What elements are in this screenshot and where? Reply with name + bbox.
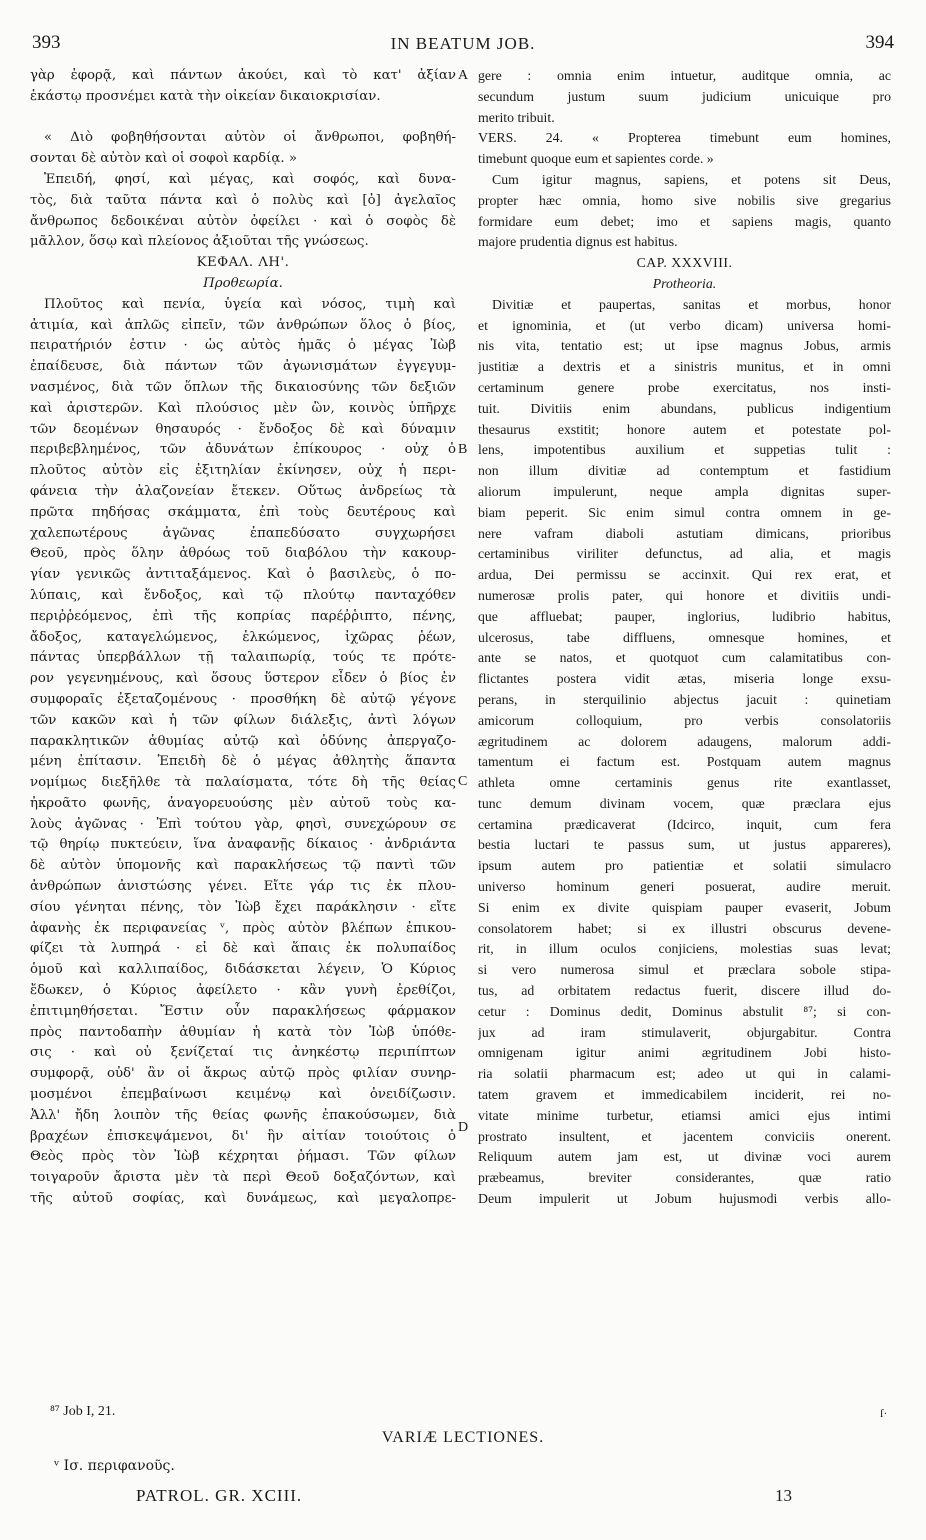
greek-text-line: λοὺς ἀγῶνας · Ἐπὶ τούτου γὰρ, φησὶ, συνεχώρουν σε: [30, 816, 456, 832]
footer-volume: PATROL. GR. XCIII.: [136, 1486, 303, 1505]
latin-text-line: Divitiæ et paupertas, sanitas et morbus, honor: [492, 296, 891, 312]
greek-text-line: πειρατήριόν ἐστιν · ὡς αὐτὸς ἡμᾶς ὁ μέγας Ἰὼβ: [30, 338, 456, 354]
greek-text-line: Ἀλλ' ἤδη λοιπὸν τῆς θείας φωνῆς ἐπακούσωμεν, διὰ: [30, 1107, 456, 1123]
latin-text-line: cetur : Dominus dedit, Dominus abstulit ⁸⁷; si con-: [478, 1003, 891, 1019]
latin-text-line: biam peperit. Sic enim simul contra omnem in ge-: [478, 504, 891, 520]
greek-text-line: τῆς αὐτοῦ σοφίας, καὶ δυνάμεως, καὶ μεγαλοπρε-: [30, 1191, 456, 1207]
latin-text-line: timebunt quoque eum et sapientes corde. »: [478, 151, 714, 167]
greek-text-line: Προθεωρία.: [203, 275, 283, 291]
greek-text-line: φίζει τὰ λυπηρά · εἰ δὲ καὶ ἅπαις ἐκ πολυπαίδος: [30, 941, 456, 957]
latin-text-line: universo hominum generi posuerat, audire meruit.: [478, 879, 891, 895]
latin-text-line: perans, in sterquilinio abjectus jacuit : quinetiam: [478, 691, 891, 707]
greek-text-line: [30, 108, 456, 129]
greek-text-line: ἑκάστῳ προσνέμει κατὰ τὴν οἰκείαν δικαιοκρισίαν.: [30, 88, 381, 104]
greek-text-line: τοιγαροῦν ἄριστα μὲν τὰ περὶ Θεοῦ δοξαζόντων, καὶ: [30, 1170, 456, 1186]
latin-text-line: merito tribuit.: [478, 109, 555, 125]
footer-signature: 13: [775, 1486, 792, 1505]
latin-text-line: secundum justum suum judicium unicuique pro: [478, 88, 891, 104]
greek-text-line: καὶ ἀριστερῶν. Καὶ πλούσιος μὲν ὢν, κοινὸς ὑπῆρχε: [30, 400, 456, 416]
latin-text-line: numerosæ prolis pater, qui honore et divitiis undi-: [478, 587, 891, 603]
latin-text-line: omnigenam igitur animi ægritudinem Jobi histo-: [478, 1045, 891, 1061]
latin-text-line: ria solatii pharmacum est; adeo ut qui in calami-: [478, 1066, 891, 1082]
footnote-reference: ⁸⁷ Job I, 21.: [50, 1404, 116, 1419]
latin-text-line: thesaurus exstitit; honore autem et potestate pol-: [478, 421, 891, 437]
latin-text-line: tus, ad orbitatem redactus fuerit, discere illud do-: [478, 983, 891, 999]
greek-text-line: ρον γεγενημένους, καὶ ὅσους ὕστερον εἶδεν ὁ βίος ἐν: [30, 671, 456, 687]
greek-text-line: ἀφανὴς ἐκ περιφανείας ᵛ, πρὸς αὐτὸν βλέπων ἐπικου-: [30, 920, 456, 936]
greek-text-line: « Διὸ φοβηθήσονται αὐτὸν οἱ ἄνθρωποι, φοβηθή-: [44, 130, 456, 146]
latin-text-line: propter hæc omnia, homo sive nobilis sive gregarius: [478, 192, 891, 208]
latin-text-line: si vero numerosa simul et præclara sobole stipa-: [478, 962, 891, 978]
latin-text-line: tamentum ei factum est. Postquam autem magnus: [478, 754, 891, 770]
latin-text-line: VERS. 24. « Propterea timebunt eum homines,: [478, 130, 891, 146]
greek-text-line: τῶν κακῶν καὶ ἡ τῶν φίλων διάλεξις, ἀντὶ λόγων: [30, 712, 456, 728]
greek-text-line: πλοῦτος αὐτὸν εἰς ἐξιτηλίαν ἐκίνησεν, οὐχ ἡ περι-: [30, 463, 456, 479]
margin-letter-c: C: [458, 774, 468, 789]
latin-text-line: certaminum genere probe exercitatus, nos insti-: [478, 379, 891, 395]
greek-text-line: ἔδωκεν, ὁ Κύριος ἀφείλετο · κἂν γυνὴ ἐρεθίζοι,: [30, 983, 456, 999]
latin-text-line: majore prudentia dignus est habitus.: [478, 234, 678, 250]
latin-text-line: rit, in illum oculos conjiciens, molestias suas levat;: [478, 941, 891, 957]
latin-text-line: consolatorem habet; si ex illustri obscurus devene-: [478, 920, 891, 936]
latin-text-line: non illum divitiæ ad contemptum et fastidium: [478, 463, 891, 479]
greek-text-line: πρὸς παντοδαπὴν ἀθυμίαν ἡ κατὰ τὸν Ἰὼβ ὑπόθε-: [30, 1024, 456, 1040]
latin-text-line: CAP. XXXVIII.: [636, 255, 733, 271]
greek-text-line: ἀτιμία, καὶ ἁπλῶς εἰπεῖν, τῶν ἀνθρώπων ὅλος ὁ βίος,: [30, 317, 456, 333]
page-header: [32, 32, 894, 60]
greek-text-line: ΚΕΦΑΛ. ΛΗ'.: [196, 255, 290, 271]
greek-text-line: πάντας ὑπερβάλλων τῇ ταλαιπωρίᾳ, τούς τε πρότε-: [30, 650, 456, 666]
latin-text-line: nere vafram diaboli astutiam dimicans, prioribus: [478, 525, 891, 541]
latin-text-line: ægritudinem ac dolorem adaugens, malorum addi-: [478, 733, 891, 749]
latin-text-line: lens, impotentibus auxilium et suppetias tulit :: [478, 442, 891, 458]
greek-text-line: ἀνθρώπων ἀνιστώσης γένει. Εἴτε γάρ τις ἐκ πλου-: [30, 879, 456, 895]
page-number-right: 394: [865, 32, 894, 53]
greek-text-line: ἐπιτιμηθήσεται. Ἔστιν οὖν παρακλήσεως φάρμακον: [30, 1003, 456, 1019]
latin-text-line: ante se natos, et quotquot cum calamitatibus con-: [478, 650, 891, 666]
greek-text-line: γὰρ ἐφορᾷ, καὶ πάντων ἀκούει, καὶ τὸ κατ' ἀξίαν: [30, 68, 456, 83]
greek-text-line: νασμένος, διὰ τῶν ὅπλων τῆς δικαιοσύνης τῶν δεξιῶν: [30, 379, 456, 395]
greek-text-line: ἐπαίδευσε, διὰ πάντων τῶν ἀγωνισμάτων ἐγγεγυμ-: [30, 359, 456, 375]
latin-text-line: nis vita, tentatio est; ut ipse magnus Jobus, armis: [478, 338, 891, 354]
latin-text-line: præbeamus, breviter considerantes, quæ ratio: [478, 1170, 891, 1186]
margin-letter-b: B: [458, 442, 468, 457]
latin-text-line: certamina prædicaverat (Idcirco, inquit, cum fera: [478, 816, 891, 832]
greek-text-line: Ἐπειδή, φησί, καὶ μέγας, καὶ σοφός, καὶ δυνα-: [44, 171, 456, 187]
page-number-left: 393: [32, 32, 61, 53]
latin-text-line: amicorum colloquium, pro verbis consolatoriis: [478, 712, 891, 728]
latin-text-line: ardua, Dei permissu se accinxit. Qui rex erat, et: [478, 567, 891, 583]
greek-text-line: δὲ αὐτὸν ὑπομονῆς καὶ παρακλήσεως τῷ παντὶ τῶν: [30, 858, 456, 874]
latin-text-line: prostrato insultent, et jacentem conviciis onerent.: [478, 1128, 891, 1144]
greek-text-line: ἄδοξος, καταγελώμενος, ἑλκώμενος, ἰχῶρας ῥέων,: [30, 629, 456, 645]
latin-text-line: ipsum autem pro patientiæ et solatii simulacro: [478, 858, 891, 874]
latin-text-line: Reliquum autem jam est, ut divinæ voci aurem: [478, 1149, 891, 1165]
stray-mark: ſ·: [880, 1406, 888, 1420]
greek-text-line: μένη ἐπίτασιν. Ἐπειδὴ δὲ ὁ μέγας ἀθλητὴς ἅπαντα: [30, 754, 456, 770]
greek-text-line: ἠκροᾶτο φωνῆς, ἀναγορευούσης μὲν αὐτοῦ τοὺς κα-: [30, 795, 456, 811]
latin-text-line: flictantes postera vidit ætas, miseria longe exsu-: [478, 671, 891, 687]
greek-text-line: μᾶλλον, ὅσῳ καὶ πλείονος ἀξιοῦται τῆς γνώσεως.: [30, 234, 369, 250]
greek-text-line: Θεὸς πρὸς τὸν Ἰὼβ κέχρηται ῥήμασι. Τῶν φίλων: [30, 1149, 456, 1165]
greek-text-line: χαλεπωτέρους ἀγῶνας ἐπαπεδύσατο συγχωρήσει: [30, 525, 456, 541]
greek-text-line: συμφοραῖς ἐξεταζομένους · προσθήκη δὲ αὐτῷ γέγονε: [30, 691, 456, 707]
latin-text-line: aliorum impulerunt, neque ampla dignitas super-: [478, 483, 891, 499]
greek-text-line: Πλοῦτος καὶ πενία, ὑγεία καὶ νόσος, τιμὴ καὶ: [44, 296, 456, 312]
greek-column: [30, 66, 456, 1210]
latin-text-line: tatem gravem et immedicabilem inciderit, rei no-: [478, 1087, 891, 1103]
greek-text-line: τὸς, διὰ ταῦτα πάντα καὶ ὁ πολὺς καὶ [ὁ] ἀγελαῖος: [30, 192, 456, 208]
greek-text-line: φάνεια τὴν ἀλαζονείαν ἔτεκεν. Οὕτως ἀνδρείως τὰ: [30, 483, 456, 499]
latin-text-line: jux ad iram stimulaverit, objurgabitur. Contra: [478, 1024, 891, 1040]
latin-text-line: formidare eum debet; imo et sapiens magis, quanto: [478, 213, 891, 229]
greek-text-line: μοσμένοι ἐπεμβαίνωσι κειμένῳ καὶ ὀνειδίζωσιν.: [30, 1087, 456, 1103]
greek-text-line: ὁμοῦ καὶ καλλιπαίδος, διδάσκεται λέγειν, Ὁ Κύριος: [30, 962, 456, 978]
latin-text-line: vitate minime turbetur, etiamsi amici ejus intimi: [478, 1107, 891, 1123]
latin-text-line: ulcerosus, tabe diffluens, omnesque homines, et: [478, 629, 891, 645]
margin-letter-a: A: [458, 68, 469, 83]
latin-text-line: Si enim ex divite quispiam pauper evaserit, Jobum: [478, 899, 891, 915]
greek-text-line: συμφορᾷ, οὐδ' ἂν οἱ ἄκρως αὐτῷ πρὸς φιλίαν συνηρ-: [30, 1066, 456, 1082]
greek-text-line: παρακλητικῶν ἀθυμίας αὐτῷ καὶ ὀδύνης ἀπεργαζο-: [30, 733, 456, 749]
greek-text-line: γίαν γενικῶς ἀντιταξάμενος. Καὶ ὁ βασιλεὺς, ὁ πο-: [30, 567, 456, 583]
greek-text-line: τῷ θηρίῳ πυκτεύειν, ἵνα ἀναφανῇς δίκαιος · ἀνδριάντα: [30, 837, 456, 853]
latin-text-line: athleta omne certaminis genus rite exantlasset,: [478, 775, 891, 791]
greek-text-line: λύπαις, καὶ ἔνδοξος, καὶ τῷ πλούτῳ πανταχόθεν: [30, 587, 456, 603]
latin-text-line: et ignominia, et (ut verbo dicam) universa homi-: [478, 317, 891, 333]
variant-note: ᵛ Ισ. περιφανοῦς.: [54, 1458, 175, 1474]
latin-text-line: que affluebat; pauper, inglorius, ludibrio habitus,: [478, 608, 891, 624]
greek-text-line: νομίμως διεξῆλθε τὰ παλαίσματα, τότε δὴ τῆς θείας: [30, 775, 456, 791]
greek-text-line: πρῶτα πηδήσας σκάμματα, ἐπὶ τοὺς δευτέρους καὶ: [30, 504, 456, 520]
greek-text-line: σις · καὶ οὐ ξενίζεταί τις ἀνηκέστῳ περιπίπτων: [30, 1045, 456, 1061]
variae-lectiones-heading: VARIÆ LECTIONES.: [381, 1429, 545, 1446]
greek-text-line: Θεοῦ, πρὸς ὅλην ἀθρόως τοῦ διαβόλου τὴν κακουρ-: [30, 546, 456, 562]
greek-text-line: σονται δὲ αὐτὸν καὶ οἱ σοφοὶ καρδίᾳ. »: [30, 151, 297, 167]
margin-letter-d: D: [458, 1120, 469, 1135]
latin-text-line: justitiæ a dextris et a sinistris munitus, et in omni: [478, 359, 891, 375]
latin-text-line: tuit. Divitiis enim abundans, publicus indigentium: [478, 400, 891, 416]
greek-text-line: ἄνθρωπος δεδοικέναι αὐτὸν ὀφείλει · καὶ ὁ σοφὸς δὲ: [30, 213, 456, 229]
latin-text-line: gere : omnia enim intuetur, auditque omnia, ac: [478, 68, 891, 83]
latin-text-line: certaminibus viriliter defunctus, ad alia, et magis: [478, 546, 891, 562]
latin-column: [478, 66, 891, 1210]
latin-text-line: Protheoria.: [652, 275, 717, 291]
greek-text-line: σίου γένηται πένης, τὸν Ἰὼβ ἔχει παράκλησιν · εἴτε: [30, 899, 456, 915]
latin-text-line: tunc demum divinam vocem, quæ præclara ejus: [478, 795, 891, 811]
greek-text-line: περιῤῥεόμενος, ἐπὶ τῆς κοπρίας παρέῤῥιπτο, πένης,: [30, 608, 456, 624]
greek-text-line: βραχέων ἐπισκεψάμενοι, δι' ἣν αἰτίαν τοιούτοις ὁ: [30, 1128, 456, 1144]
latin-text-line: bestia luctari te passus sum, ut justus appareres),: [478, 837, 891, 853]
latin-text-line: Cum igitur magnus, sapiens, et potens sit Deus,: [492, 171, 891, 187]
greek-text-line: περιβεβλημένος, τῶν ἀδυνάτων ἐπίκουρος · οὐχ ὁ: [30, 442, 456, 458]
running-title: IN BEATUM JOB.: [390, 34, 536, 53]
greek-text-line: τῶν δεομένων θησαυρός · ἔνδοξος δὲ καὶ δύναμιν: [30, 421, 456, 437]
latin-text-line: Deum impulerit ut Jobum hujusmodi verbis allo-: [478, 1191, 891, 1207]
